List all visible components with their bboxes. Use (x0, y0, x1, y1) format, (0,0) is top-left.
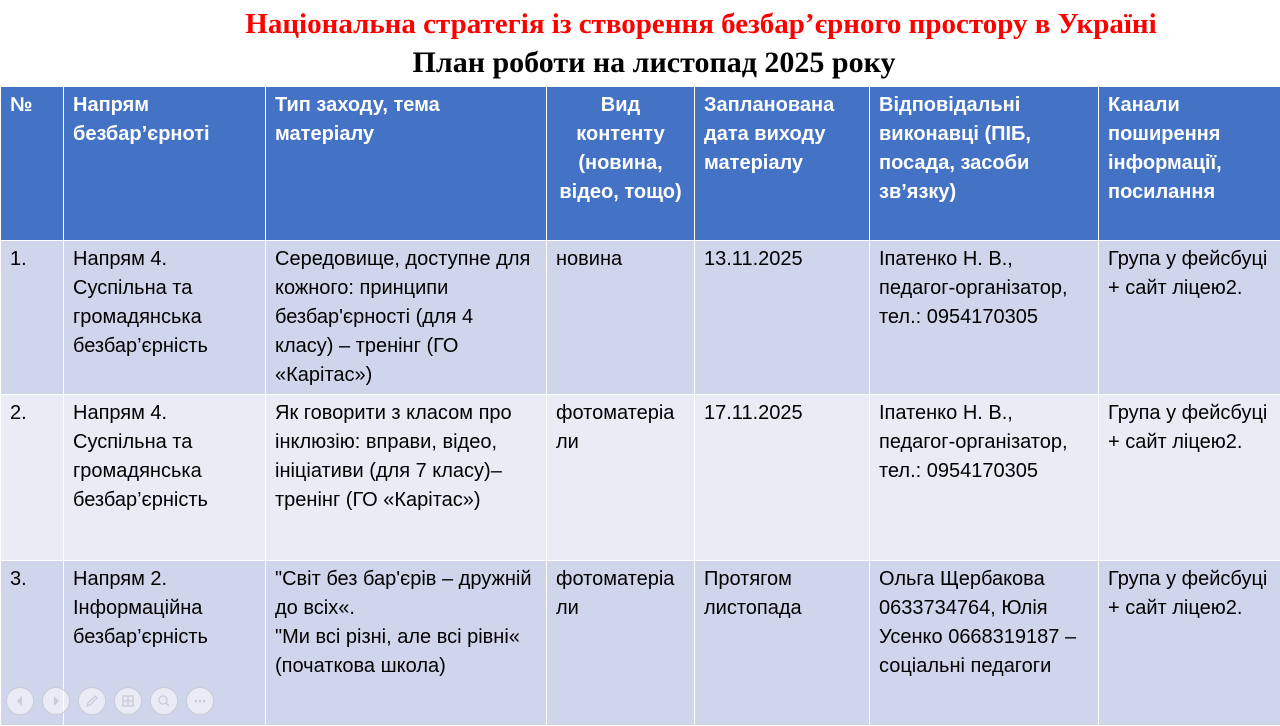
zoom-icon (156, 693, 172, 709)
cell-number: 2. (1, 395, 64, 561)
cell-date: 17.11.2025 (695, 395, 870, 561)
plan-table (0, 86, 1280, 726)
more-icon (192, 693, 208, 709)
cell-responsible: Іпатенко Н. В., педагог-організатор, тел.: 0954170305 (870, 395, 1099, 561)
cell-number: 3. (1, 561, 64, 726)
slideshow-nav (6, 686, 214, 716)
header-number: № (1, 87, 64, 241)
slides-icon (120, 693, 136, 709)
header-responsible: Відповідальні виконавці (ПІБ, посада, засоби зв’язку) (870, 87, 1099, 241)
cell-date: 13.11.2025 (695, 241, 870, 395)
event-line: "Ми всі різні, але всі рівні« (початкова школа) (275, 623, 537, 681)
cell-direction: Напрям 2. Інформаційна безбар’єрність (64, 561, 266, 726)
zoom-button[interactable] (150, 687, 178, 715)
header-content-type: Вид контенту (новина, відео, тощо) (547, 87, 695, 241)
cell-direction: Напрям 4. Суспільна та громадянська безбар’єрність (64, 395, 266, 561)
table-header-row (1, 87, 1280, 241)
slides-button[interactable] (114, 687, 142, 715)
page-title: Національна стратегія із створення безбар’єрного простору в Україні (0, 8, 1280, 41)
cell-event (266, 561, 547, 726)
pen-icon (84, 693, 100, 709)
next-slide-button[interactable] (42, 687, 70, 715)
cell-content-type: фотоматеріали (547, 395, 695, 561)
more-button[interactable] (186, 687, 214, 715)
cell-channels: Група у фейсбуці + сайт ліцею2. (1099, 561, 1280, 726)
prev-icon (12, 693, 28, 709)
header-channels: Канали поширення інформації, посилання (1099, 87, 1280, 241)
event-line: "Світ без бар'єрів – дружній до всіх«. (275, 565, 537, 623)
pen-button[interactable] (78, 687, 106, 715)
header-date: Запланована дата виходу матеріалу (695, 87, 870, 241)
cell-direction: Напрям 4. Суспільна та громадянська безбар’єрність (64, 241, 266, 395)
table-row (1, 241, 1280, 395)
cell-channels: Група у фейсбуці + сайт ліцею2. (1099, 395, 1280, 561)
cell-content-type: фотоматеріали (547, 561, 695, 726)
cell-date: Протягом листопада (695, 561, 870, 726)
cell-number: 1. (1, 241, 64, 395)
cell-event: Середовище, доступне для кожного: принципи безбар'єрності (для 4 класу) – тренінг (ГО «Карітас») (266, 241, 547, 395)
prev-slide-button[interactable] (6, 687, 34, 715)
cell-content-type: новина (547, 241, 695, 395)
cell-responsible: Ольга Щербакова 0633734764, Юлія Усенко 0668319187 – соціальні педагоги (870, 561, 1099, 726)
header-direction: Напрям безбар’єрноті (64, 87, 266, 241)
table-row (1, 395, 1280, 561)
header-event: Тип заходу, тема матеріалу (266, 87, 547, 241)
cell-event: Як говорити з класом про інклюзію: вправи, відео, ініціативи (для 7 класу)– тренінг (ГО «Карітас») (266, 395, 547, 561)
page-subtitle: План роботи на листопад 2025 року (0, 46, 1280, 80)
cell-channels: Група у фейсбуці + сайт ліцею2. (1099, 241, 1280, 395)
next-icon (48, 693, 64, 709)
cell-responsible: Іпатенко Н. В., педагог-організатор, тел.: 0954170305 (870, 241, 1099, 395)
